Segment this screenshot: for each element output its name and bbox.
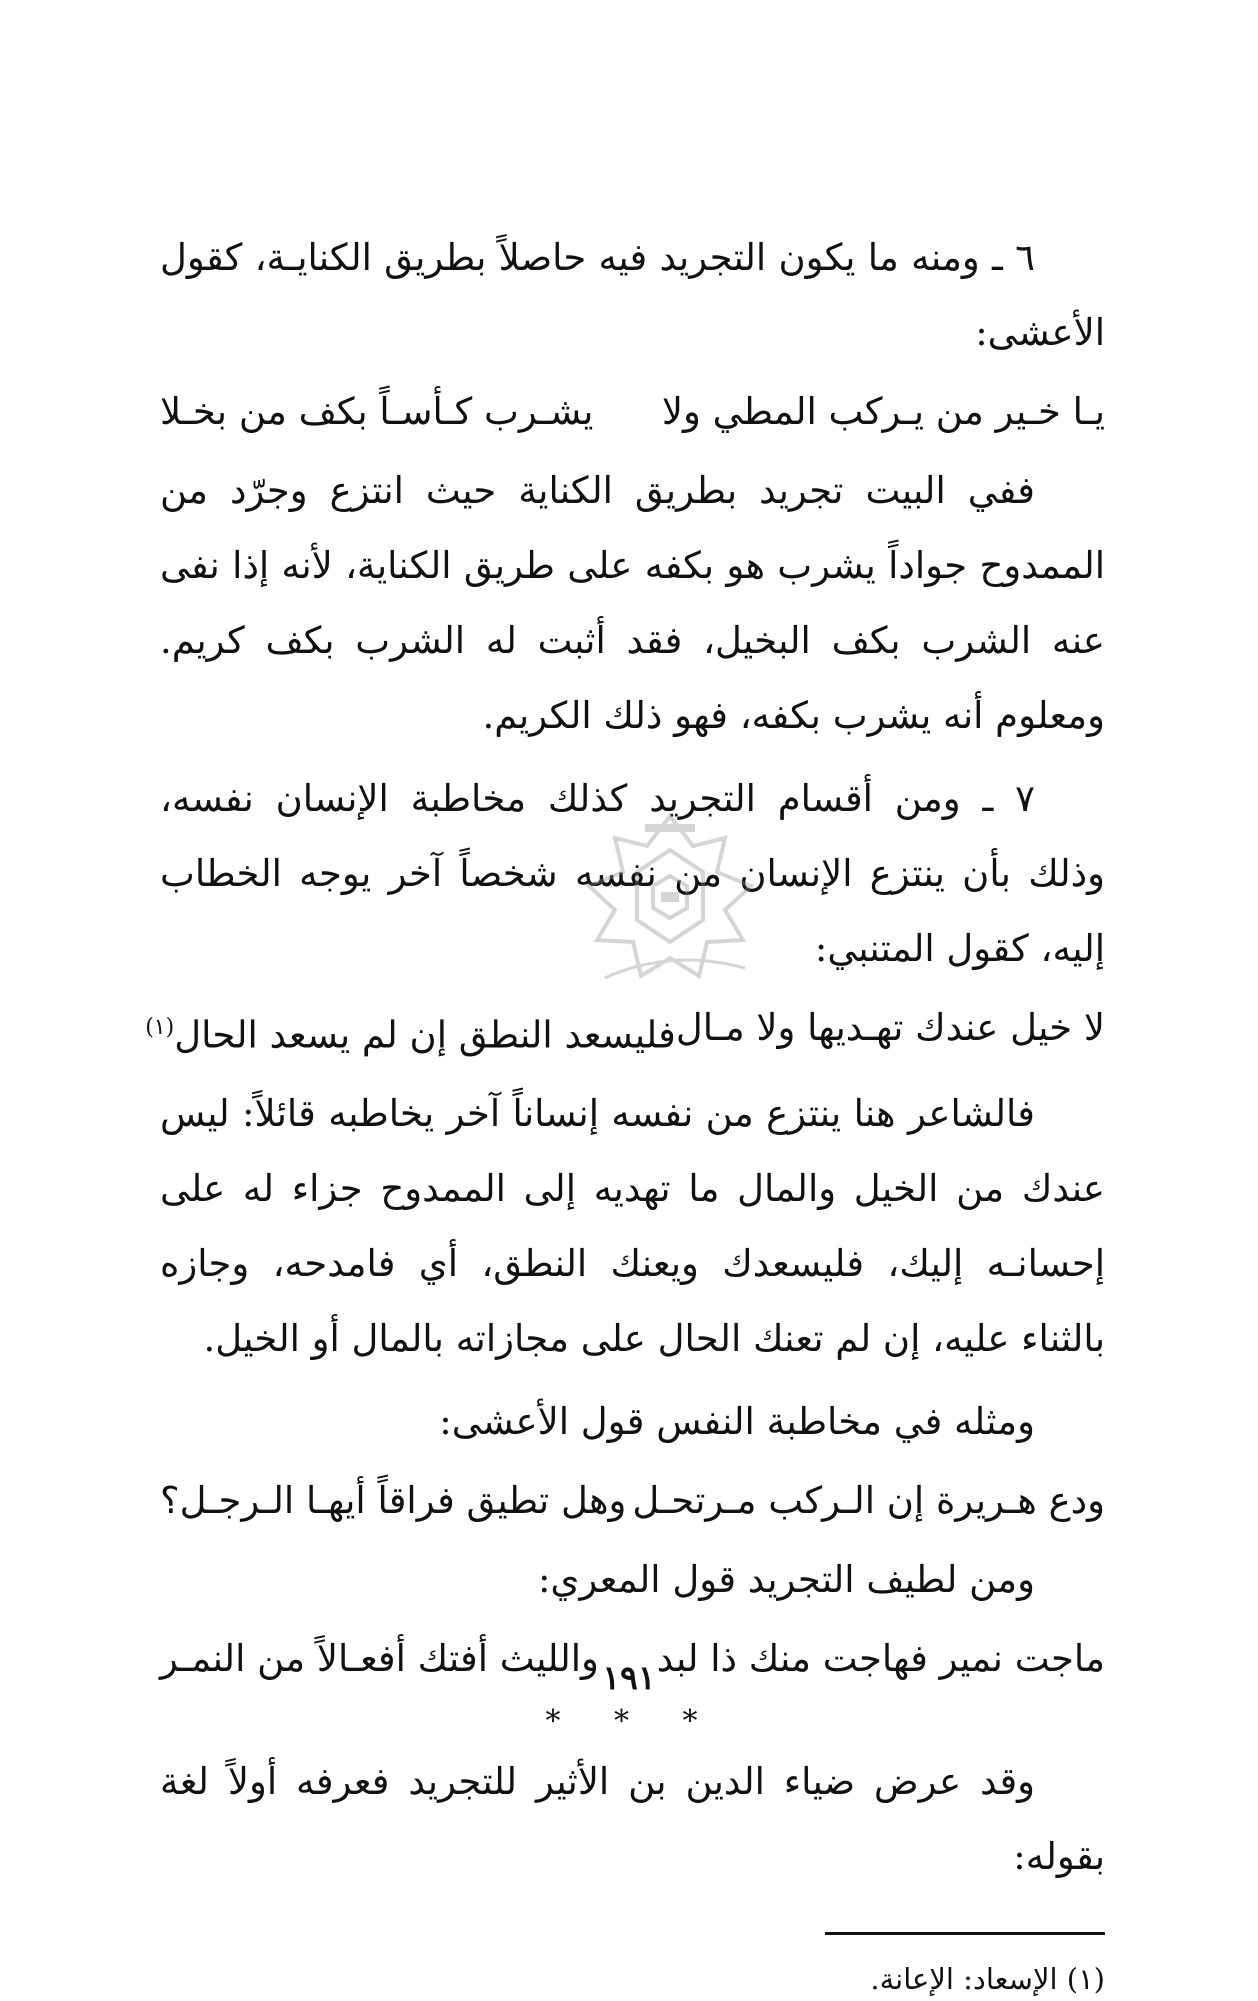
paragraph-commentary-1: ففي البيت تجريد بطريق الكناية حيث انتزع وجرّد من الممدوح جواداً يشرب هو بكفه على طريق الكناية، لأنه إذا نفى عنه الشرب بكف البخيل، فقد أثبت له الشرب بكف كريم. ومعلوم أنه يشرب بكفه، فهو ذلك الكريم. <box>160 469 1105 737</box>
paragraph-maarri: ومن لطيف التجريد قول المعري: <box>537 1558 1035 1602</box>
page-number: ١٩١ <box>602 1658 656 1697</box>
verse-2-second-text: فليسعد النطق إن لم يسعد الحال <box>174 1013 676 1057</box>
verse-1 <box>160 374 1105 449</box>
paragraph-self-address: ومثله في مخاطبة النفس قول الأعشى: <box>439 1400 1035 1444</box>
verse-2-first-hemistich: لا خيل عندك تهـديها ولا مـال <box>675 1006 1105 1049</box>
verse-1-second-hemistich: يشـرب كـأسـاً بكف من بخـلا <box>160 390 594 433</box>
verse-3-second-hemistich: وهل تطيق فراقاً أيهـا الـرجـل؟ <box>160 1479 627 1523</box>
verse-2-second-hemistich <box>145 990 676 1072</box>
paragraph-ibn-athir: وقد عرض ضياء الدين بن الأثير للتجريد فعرفه أولاً لغة بقوله: <box>160 1760 1105 1879</box>
paragraph-commentary-2: فالشاعر هنا ينتزع من نفسه إنساناً آخر يخاطبه قائلاً: ليس عندك من الخيل والمال ما تهديه إلى الممدوح جزاء له على إحسانـه إليك، فليسعدك ويعنك النطق، أي فامدحه، وجازه بالثناء عليه، إن لم تعنك الحال على مجازاته بالمال أو الخيل. <box>160 1092 1105 1361</box>
verse-2 <box>145 990 1105 1072</box>
footnote: (١) الإسعاد: الإعانة. <box>870 1962 1105 1997</box>
verse-4-second-hemistich: والليث أفتك أفعـالاً من النمـر <box>160 1637 599 1681</box>
page-body <box>145 220 1105 2001</box>
verse-1-first-hemistich: يـا خـير من يـركب المطي ولا <box>661 390 1105 433</box>
verse-3 <box>160 1463 1105 1538</box>
section-separator: * * * <box>545 1704 720 1740</box>
verse-4-first-hemistich: ماجت نمير فهاجت منك ذا لبد <box>656 1637 1105 1681</box>
paragraph-6: ٦ ـ ومنه ما يكون التجريد فيه حاصلاً بطريق الكنايـة، كقول الأعشى: <box>160 236 1105 354</box>
verse-3-first-hemistich: ودع هـريرة إن الـركب مـرتحـل <box>632 1479 1105 1523</box>
paragraph-7: ٧ ـ ومن أقسام التجريد كذلك مخاطبة الإنسان نفسه، وذلك بأن ينتزع الإنسان من نفسه شخصاً آخر يوجه الخطاب إليه، كقول المتنبي: <box>160 777 1105 970</box>
footnote-rule <box>825 1932 1105 1935</box>
footnote-marker: (١) <box>145 1015 175 1040</box>
